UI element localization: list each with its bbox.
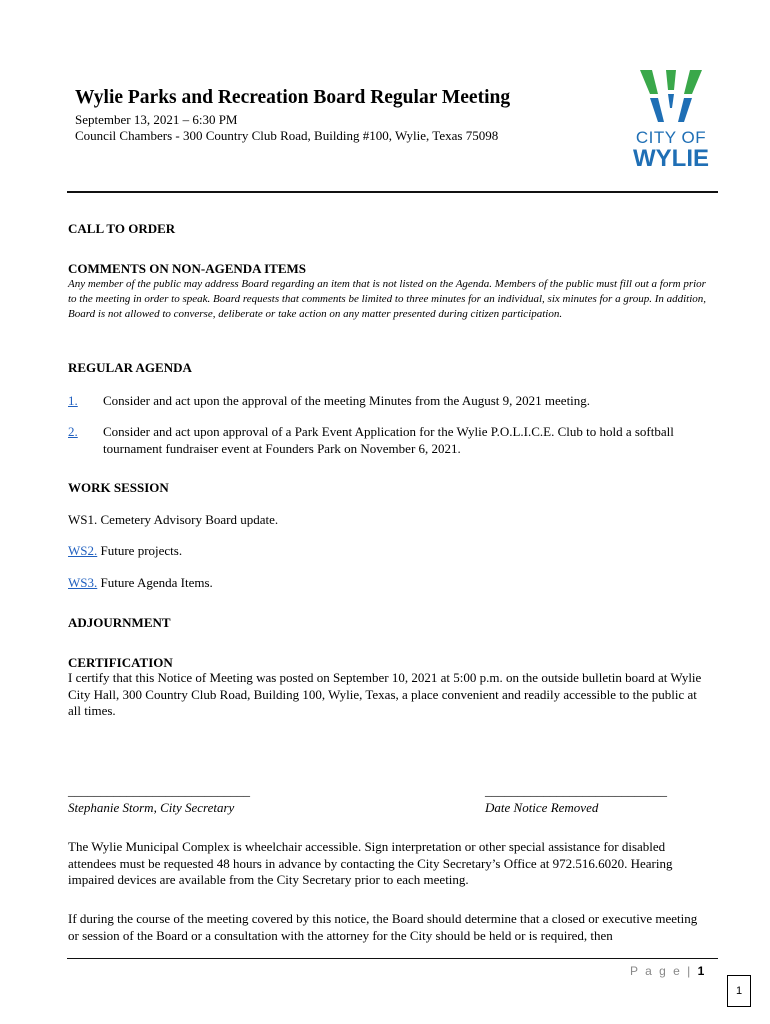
comments-heading: COMMENTS ON NON-AGENDA ITEMS — [68, 261, 306, 276]
ws-item-1-text: Cemetery Advisory Board update. — [100, 512, 279, 527]
regular-agenda-heading: REGULAR AGENDA — [68, 360, 192, 375]
city-of-wylie-logo — [628, 66, 714, 170]
signature-line-left: ____________________________ — [68, 783, 250, 798]
signature-caption-left: Stephanie Storm, City Secretary — [68, 800, 235, 815]
signature-caption-right: Date Notice Removed — [485, 800, 599, 815]
viewer-page-indicator[interactable]: 1 — [727, 975, 751, 1007]
header-divider — [67, 191, 718, 193]
meeting-location: Council Chambers - 300 Country Club Road, Building #100, Wylie, Texas 75098 — [75, 128, 499, 143]
meeting-date: September 13, 2021 – 6:30 PM — [75, 112, 238, 127]
ws-item-1-num: WS1. — [68, 512, 98, 527]
call-to-order-heading: CALL TO ORDER — [68, 221, 176, 236]
ws-item-2-text: Future projects. — [100, 543, 183, 558]
closed-session-notice: If during the course of the meeting covered by this notice, the Board should determine that a closed or executive meeting or session of the Board or a consultation with the attorney for the City should be held or is required, then — [68, 911, 698, 943]
ws-item-2 — [68, 543, 708, 560]
footer-divider — [67, 958, 718, 959]
agenda-item-2-link[interactable]: 2. — [68, 424, 78, 439]
logo-city-of: CITY OF — [635, 128, 707, 147]
document-title: Wylie Parks and Recreation Board Regular Meeting — [75, 87, 511, 108]
certification-body: I certify that this Notice of Meeting was posted on September 10, 2021 at 5:00 p.m. on the outside bulletin board at Wylie City Hall, 300 Country Club Road, Building 100, Wylie, Texas, a place convenient and readily accessible to the public at all times. — [68, 670, 702, 718]
wylie-w-icon — [628, 66, 714, 126]
ws-item-3-link[interactable]: WS3. — [68, 575, 98, 590]
page-label: P a g e | — [630, 964, 693, 978]
logo-wylie: WYLIE — [633, 145, 709, 172]
adjournment-heading: ADJOURNMENT — [68, 615, 171, 630]
work-session-heading: WORK SESSION — [68, 480, 169, 495]
ws-item-3-text: Future Agenda Items. — [100, 575, 213, 590]
ws-item-2-link[interactable]: WS2. — [68, 543, 98, 558]
signature-line-right: ____________________________ — [485, 783, 667, 798]
agenda-item-1-text: Consider and act upon the approval of the meeting Minutes from the August 9, 2021 meeting. — [103, 393, 591, 408]
ws-item-1 — [68, 512, 708, 529]
page-number: 1 — [697, 964, 705, 978]
agenda-item-2-text: Consider and act upon approval of a Park Event Application for the Wylie P.O.L.I.C.E. Club to hold a softball tournament fundraiser event at Founders Park on November 6, 2021. — [103, 424, 674, 456]
page-footer — [630, 964, 704, 978]
accessibility-notice: The Wylie Municipal Complex is wheelchair accessible. Sign interpretation or other special assistance for disabled attendees must be requested 48 hours in advance by contacting the City Secretary’s Office at 972.516.6020. Hearing impaired devices are available from the City Secretary prior to each meeting. — [68, 839, 673, 887]
agenda-item-1-link[interactable]: 1. — [68, 393, 78, 408]
comments-body: Any member of the public may address Board regarding an item that is not listed on the Agenda. Members of the public must fill out a form prior to the meeting in order to speak. Board requests that comments be limited to three minutes for an individual, six minutes for a group. In addition, Board is not allowed to converse, deliberate or take action on any matter presented during citizen participation. — [68, 278, 707, 320]
certification-heading: CERTIFICATION — [68, 655, 173, 670]
ws-item-3 — [68, 575, 708, 592]
